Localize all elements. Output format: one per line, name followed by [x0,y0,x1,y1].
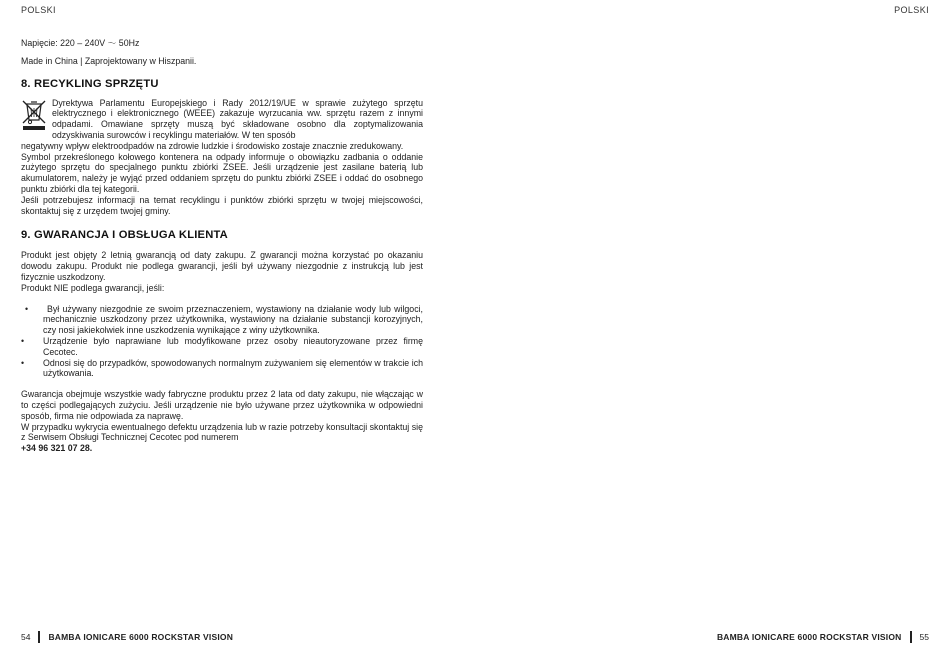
list-item: • Odnosi się do przypadków, spowodowanych normalnym zużywaniem się elementów w trakcie ich użytkowania. [21,358,423,380]
footer-product-title-left: BAMBA IONICARE 6000 ROCKSTAR VISION [48,632,234,642]
page-number-right: 55 [919,632,929,642]
header-language-left: POLSKI [21,5,56,15]
recycling-paragraph-2: Symbol przekreślonego kołowego kontenera na odpady informuje o obowiązku zadbania o oddanie zużytego sprzętu do specjalnego punktu zbiórki ZSEE. Jeśli urządzenie jest zasilane baterią lub akumulatorem, należy je wyjąć przed oddaniem sprzętu do punktu zbiórki ZSEE i oddać do osobnego punktu zbiórki dla tej kategorii. [21,151,423,194]
voltage-text: Napięcie: 220 – 240V ～ 50Hz [21,38,140,48]
warranty-paragraph-1: Produkt jest objęty 2 letnią gwarancją od daty zakupu. Z gwarancji można korzystać po okazaniu dowodu zakupu. Produkt nie podlega gwarancji, jeśli był używany niezgodnie z instrukcją lub jest fizycznie uszkodzony. [21,250,423,282]
crossed-out-wheelie-bin-icon [21,99,47,131]
footer-divider-right [910,631,912,643]
page-number-left: 54 [21,632,31,642]
footer-divider-left [38,631,40,643]
made-in-text: Made in China | Zaprojektowany w Hiszpanii. [21,55,197,66]
warranty-paragraph-2: Produkt NIE podlega gwarancji, jeśli: [21,282,165,293]
recycling-block [21,98,423,217]
footer-product-title-right: BAMBA IONICARE 6000 ROCKSTAR VISION [716,632,902,642]
section-recycling-title: 8. RECYKLING SPRZĘTU [21,77,159,90]
service-phone-number: +34 96 321 07 28. [21,443,93,454]
recycling-paragraph-3: Jeśli potrzebujesz informacji na temat recyklingu i punktów zbiórki sprzętu w twojej miejscowości, skontaktuj się z urzędem twojej gminy. [21,194,423,216]
footer-right [717,631,929,643]
footer-left [21,631,233,643]
section-warranty-title: 9. GWARANCJA I OBSŁUGA KLIENTA [21,229,228,242]
warranty-paragraph-4: W przypadku wykrycia ewentualnego defektu urządzenia lub w razie potrzeby konsultacji skontaktuj się z Serwisem Obsługi Technicznej Cecotec pod numerem [21,421,423,443]
header-language-right: POLSKI [894,5,929,15]
left-page-content [21,38,423,454]
warranty-exclusions-list [21,304,423,380]
recycling-paragraph-1: Dyrektywa Parlamentu Europejskiego i Rady 2012/19/UE w sprawie zużytego sprzętu elektrycznego i elektronicznego (WEEE) zakazuje wyrzucania ww. sprzętu razem z innymi odpadami. Omawiane sprzęty muszą być składowane osobno dla zoptymalizowania odzyskiwania surowców i recyklingu materiałów. W ten sposób [52,97,423,140]
recycling-paragraph-1-continued: negatywny wpływ elektroodpadów na zdrowie ludzkie i środowisko zostaje znacznie zredukowany. [21,140,404,151]
list-item: • Urządzenie było naprawiane lub modyfikowane przez osoby nieautoryzowane przez firmę Cecotec. [21,336,423,358]
warranty-paragraph-3: Gwarancja obejmuje wszystkie wady fabryczne produktu przez 2 lata od daty zakupu, nie włączając w to części podlegających zużyciu. Jeśli urządzenie nie było używane przez użytkownika w odpowiedni sposób, firma nie odpowiada za naprawę. [21,389,423,421]
list-item: • Był używany niezgodnie ze swoim przeznaczeniem, wystawiony na działanie wody lub wilgoci, mechanicznie uszkodzony przez użytkownika, wystawiony na działanie substancji korozyjnych, czy nosi jakiekolwiek inne uszkodzenia wynikające z winy użytkownika. [21,304,423,336]
